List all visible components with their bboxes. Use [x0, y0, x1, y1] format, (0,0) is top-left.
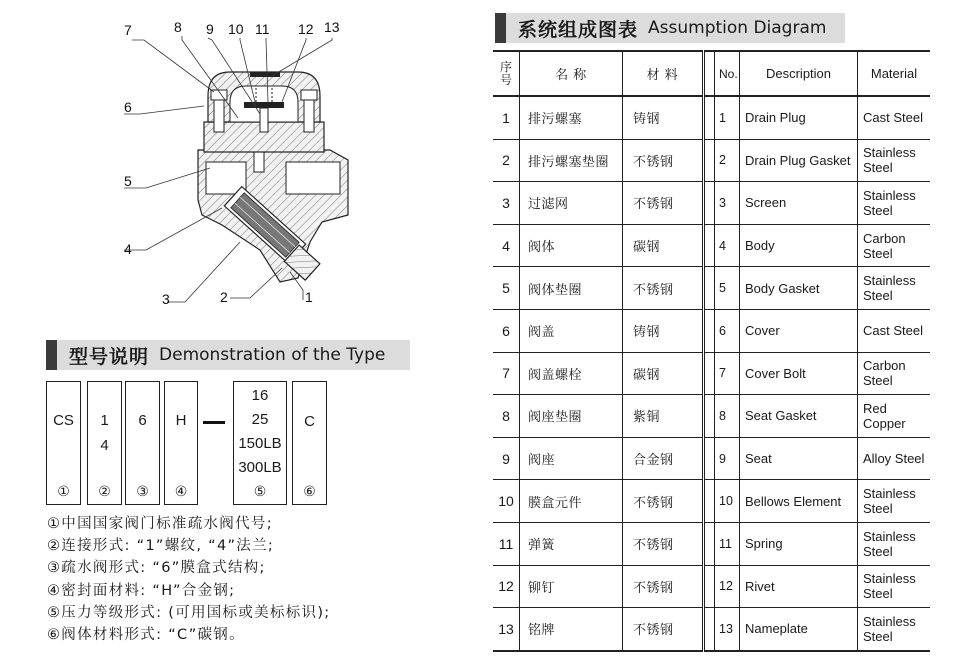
- table-divider: [704, 51, 715, 96]
- header-no-cn: 序号: [493, 51, 520, 96]
- table-divider: [704, 224, 715, 267]
- type-box-value: 150LB: [238, 435, 282, 452]
- row-name-cn: 膜盒元件: [520, 480, 623, 523]
- row-material-cn: 碳钢: [623, 224, 704, 267]
- row-no-en: 6: [715, 309, 740, 352]
- type-note: ④密封面材料: “H”合金钢;: [47, 582, 236, 599]
- row-description: Cover: [740, 309, 858, 352]
- row-name-cn: 铭牌: [520, 608, 623, 651]
- type-box-circle: ②: [98, 484, 111, 500]
- row-no: 11: [493, 522, 520, 565]
- parts-table: [493, 50, 930, 652]
- row-no: 9: [493, 437, 520, 480]
- type-box-4: [164, 381, 198, 505]
- row-material-en: Stainless Steel: [858, 480, 931, 523]
- type-note: ②连接形式: “1”螺纹, “4”法兰;: [47, 538, 275, 555]
- type-separator-dash: [203, 421, 225, 424]
- header-description: Description: [740, 51, 858, 96]
- table-row: [493, 352, 930, 395]
- type-note: ⑤压力等级形式: (可用国标或美标标识);: [47, 604, 331, 621]
- row-material-en: Stainless Steel: [858, 182, 931, 225]
- row-no: 10: [493, 480, 520, 523]
- row-no: 7: [493, 352, 520, 395]
- type-box-value: 300LB: [238, 459, 282, 476]
- row-material-en: Stainless Steel: [858, 522, 931, 565]
- row-no-en: 2: [715, 139, 740, 182]
- table-row: [493, 565, 930, 608]
- type-box-value: CS: [53, 412, 74, 429]
- table-divider: [704, 480, 715, 523]
- type-notes: [47, 513, 331, 646]
- type-demo-title-en: Demonstration of the Type: [159, 345, 386, 365]
- type-box-1: [46, 381, 81, 505]
- callout-4: 4: [124, 241, 132, 257]
- table-divider: [704, 608, 715, 651]
- type-demo-title-cn: 型号说明: [69, 345, 150, 368]
- callout-9: 9: [206, 21, 214, 37]
- type-box-value: C: [304, 413, 315, 430]
- type-box-value: 6: [138, 412, 147, 429]
- header-material-cn: 材 料: [623, 51, 704, 96]
- header-name-cn: 名 称: [520, 51, 623, 96]
- type-box-6: [292, 381, 327, 505]
- callout-1: 1: [305, 289, 313, 305]
- type-box-value: 16: [251, 387, 269, 404]
- table-divider: [704, 437, 715, 480]
- table-divider: [704, 352, 715, 395]
- row-material-cn: 铸钢: [623, 96, 704, 139]
- row-description: Body Gasket: [740, 267, 858, 310]
- parts-table-header-row: [493, 51, 930, 96]
- row-name-cn: 阀座: [520, 437, 623, 480]
- header-no-en: No.: [715, 51, 740, 96]
- callout-7: 7: [124, 22, 132, 38]
- type-box-circle: ①: [57, 484, 70, 500]
- steam-trap-cross-section-drawing: [110, 10, 420, 310]
- row-material-en: Cast Steel: [858, 309, 931, 352]
- callout-3: 3: [162, 291, 170, 307]
- row-material-en: Stainless Steel: [858, 139, 931, 182]
- table-row: [493, 480, 930, 523]
- row-description: Screen: [740, 182, 858, 225]
- row-no: 4: [493, 224, 520, 267]
- type-box-circle: ③: [136, 484, 149, 500]
- row-description: Drain Plug Gasket: [740, 139, 858, 182]
- type-box-circle: ④: [174, 484, 188, 500]
- row-description: Nameplate: [740, 608, 858, 651]
- row-no: 8: [493, 395, 520, 438]
- callout-5: 5: [124, 173, 132, 189]
- type-demo-header: [46, 340, 410, 370]
- row-no-en: 7: [715, 352, 740, 395]
- header-accent-bar: [495, 13, 506, 43]
- assumption-header: [495, 13, 845, 43]
- row-no: 12: [493, 565, 520, 608]
- row-no-en: 3: [715, 182, 740, 225]
- row-material-en: Stainless Steel: [858, 565, 931, 608]
- type-box-5: [233, 381, 287, 505]
- assumption-title-cn: 系统组成图表: [518, 18, 639, 41]
- row-description: Body: [740, 224, 858, 267]
- row-no-en: 5: [715, 267, 740, 310]
- type-box-value: 4: [100, 437, 109, 454]
- table-row: [493, 267, 930, 310]
- row-material-cn: 不锈钢: [623, 608, 704, 651]
- bellows-element: [244, 102, 284, 108]
- type-box-circle: ⑥: [303, 484, 316, 500]
- row-name-cn: 弹簧: [520, 522, 623, 565]
- row-material-en: Alloy Steel: [858, 437, 931, 480]
- nameplate: [250, 72, 280, 77]
- row-description: Seat Gasket: [740, 395, 858, 438]
- type-box-2: [87, 381, 122, 505]
- callout-2: 2: [220, 289, 228, 305]
- row-no: 2: [493, 139, 520, 182]
- assumption-title-en: Assumption Diagram: [648, 18, 827, 38]
- row-name-cn: 阀盖螺栓: [520, 352, 623, 395]
- header-material-en: Material: [858, 51, 931, 96]
- table-divider: [704, 96, 715, 139]
- row-material-cn: 不锈钢: [623, 522, 704, 565]
- type-note: ⑥阀体材料形式: “C”碳钢。: [47, 627, 245, 644]
- row-material-cn: 不锈钢: [623, 267, 704, 310]
- row-name-cn: 排污螺塞: [520, 96, 623, 139]
- row-material-en: Stainless Steel: [858, 267, 931, 310]
- row-material-en: Carbon Steel: [858, 224, 931, 267]
- callout-12: 12: [298, 21, 314, 37]
- row-material-en: Cast Steel: [858, 96, 931, 139]
- table-divider: [704, 395, 715, 438]
- outlet-bore: [286, 162, 340, 194]
- type-box-circle: ⑤: [253, 484, 267, 500]
- row-material-cn: 碳钢: [623, 352, 704, 395]
- type-box-value: H: [175, 412, 187, 429]
- callout-10: 10: [228, 21, 244, 37]
- callout-6: 6: [124, 99, 132, 115]
- table-row: [493, 309, 930, 352]
- type-box-value: 25: [251, 411, 269, 428]
- type-note: ①中国国家阀门标准疏水阀代号;: [47, 516, 273, 532]
- row-name-cn: 过滤网: [520, 182, 623, 225]
- row-no: 5: [493, 267, 520, 310]
- row-description: Bellows Element: [740, 480, 858, 523]
- row-name-cn: 排污螺塞垫圈: [520, 139, 623, 182]
- row-name-cn: 铆钉: [520, 565, 623, 608]
- table-row: [493, 96, 930, 139]
- row-no-en: 10: [715, 480, 740, 523]
- row-material-en: Red Copper: [858, 395, 931, 438]
- table-divider: [704, 309, 715, 352]
- table-divider: [704, 565, 715, 608]
- row-no-en: 11: [715, 522, 740, 565]
- row-name-cn: 阀座垫圈: [520, 395, 623, 438]
- row-no: 13: [493, 608, 520, 651]
- table-row: [493, 437, 930, 480]
- row-material-cn: 合金钢: [623, 437, 704, 480]
- table-row: [493, 139, 930, 182]
- row-name-cn: 阀体垫圈: [520, 267, 623, 310]
- row-material-cn: 不锈钢: [623, 139, 704, 182]
- callout-8: 8: [174, 19, 182, 35]
- seat: [260, 108, 268, 132]
- row-material-cn: 不锈钢: [623, 480, 704, 523]
- table-row: [493, 395, 930, 438]
- table-row: [493, 182, 930, 225]
- row-no: 3: [493, 182, 520, 225]
- table-divider: [704, 182, 715, 225]
- row-no-en: 13: [715, 608, 740, 651]
- table-row: [493, 224, 930, 267]
- table-row: [493, 522, 930, 565]
- row-no-en: 8: [715, 395, 740, 438]
- type-box-3: [125, 381, 160, 505]
- type-note: ③疏水阀形式: “6”膜盒式结构;: [47, 560, 266, 577]
- row-no-en: 4: [715, 224, 740, 267]
- callout-13: 13: [324, 19, 340, 35]
- callout-11: 11: [255, 21, 270, 37]
- row-material-cn: 铸钢: [623, 309, 704, 352]
- row-no-en: 12: [715, 565, 740, 608]
- row-no-en: 9: [715, 437, 740, 480]
- row-material-cn: 紫铜: [623, 395, 704, 438]
- row-material-cn: 不锈钢: [623, 565, 704, 608]
- row-no: 6: [493, 309, 520, 352]
- row-material-cn: 不锈钢: [623, 182, 704, 225]
- type-box-value: 1: [100, 412, 109, 429]
- row-description: Rivet: [740, 565, 858, 608]
- table-divider: [704, 522, 715, 565]
- row-no: 1: [493, 96, 520, 139]
- table-divider: [704, 139, 715, 182]
- row-description: Cover Bolt: [740, 352, 858, 395]
- row-no-en: 1: [715, 96, 740, 139]
- header-accent-bar: [46, 340, 57, 370]
- row-description: Spring: [740, 522, 858, 565]
- row-name-cn: 阀体: [520, 224, 623, 267]
- table-row: [493, 608, 930, 651]
- row-name-cn: 阀盖: [520, 309, 623, 352]
- row-material-en: Carbon Steel: [858, 352, 931, 395]
- row-description: Seat: [740, 437, 858, 480]
- table-divider: [704, 267, 715, 310]
- row-description: Drain Plug: [740, 96, 858, 139]
- row-material-en: Stainless Steel: [858, 608, 931, 651]
